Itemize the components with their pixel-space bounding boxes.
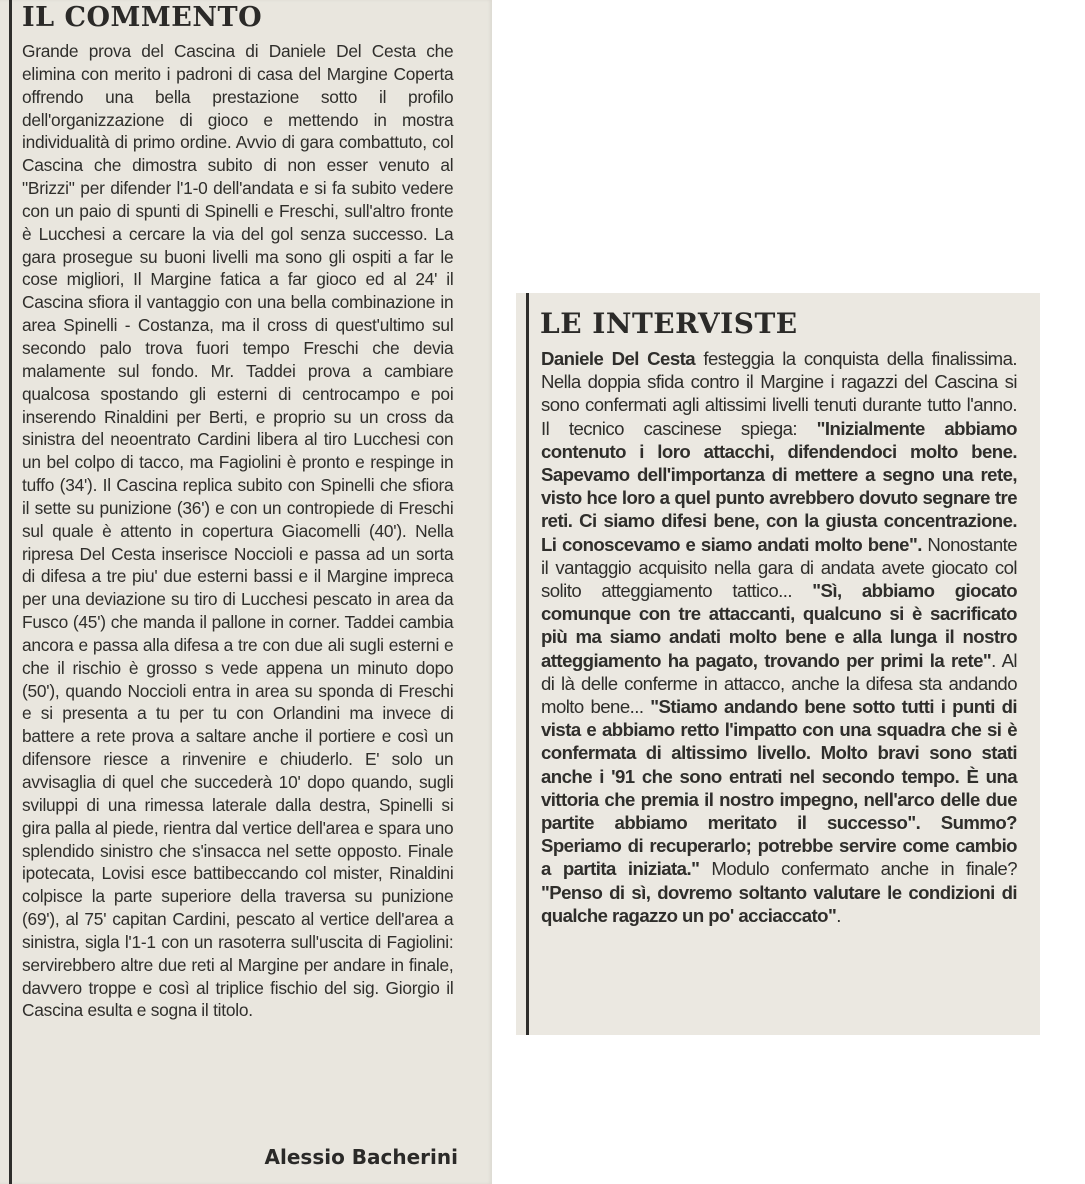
byline-author: Alessio Bacherini [264, 1145, 458, 1169]
text-segment: . [836, 904, 841, 926]
text-segment: Nonostante il vantaggio acquisito nella gara di andata avete giocato col solito atteggiamento tattico... [541, 533, 1018, 602]
column-rule [526, 293, 529, 1035]
clipping-il-commento [0, 0, 492, 1184]
text-segment: Daniele Del Cesta [541, 348, 696, 369]
article-body-commento: Grande prova del Cascina di Daniele Del Cesta che elimina con merito i padroni di casa del Margine Coperta offrendo una bella prestazione sotto il profilo dell'organizzazione di gioco e mettendo in mostra individualità di primo ordine. Avvio di gara combattuto, col Cascina che dimostra subito di non esser venuto al "Brizzi" per difender l'1-0 dell'andata e si fa subito vedere con un paio di spunti di Spinelli e Freschi, sull'altro fronte è Lucchesi a cercare la via del gol senza successo. La gara prosegue su buoni livelli ma sono gli ospiti a far le cose migliori, Il Margine fatica a far gioco ed al 24' il Cascina sfiora il vantaggio con una bella combinazione in area Spinelli - Costanza, ma il cross di quest'ultimo sul secondo palo trova fuori tempo Freschi che devia malamente sul fondo. Mr. Taddei prova a cambiare qualcosa spostando gli esterni di centrocampo e poi inserendo Rinaldini per Berti, e proprio su un cross da sinistra del neoentrato Cardini libera al tiro Lucchesi con un bel colpo di tacco, ma Fagiolini è pronto e respinge in tuffo (34'). Il Cascina replica subito con Spinelli che sfiora il sette su punizione (36') e con un contropiede di Freschi sul quale è attento in copertura Giacomelli (40'). Nella ripresa Del Cesta inserisce Noccioli e passa ad un sorta di difesa a tre piu' due esterni bassi e il Margine impreca per una deviazione su tiro di Lucchesi pescato in area da Fusco (45') che manda il pallone in corner. Taddei cambia ancora e passa alla difesa a tre con due ali sugli esterni e che il rischio è grosso s vede appena un minuto dopo (50'), quando Noccioli entra in area su sponda di Freschi e si presenta a tu per tu con Orlandini ma invece di battere a rete prova a saltare anche il portiere e così un difensore riesce a rinvenire e chiuderlo. E' solo un avvisaglia di quel che succederà 10' dopo quando, sugli sviluppi di una rimessa laterale dalla destra, Spinelli si gira palla al piede, rientra dal vertice dell'area e spara uno splendido sinistro che s'insacca nel sette opposto. Finale ipotecata, Lovisi esce battibeccando col mister, Rinaldini colpisce la parte superiore della traversa su punizione (69'), al 75' capitan Cardini, pescato al vertice dell'area a sinistra, sigla l'1-1 con un rasoterra sull'uscita di Fagiolini: servirebbero altre due reti al Margine per andare in finale, davvero troppe e così al triplice fischio del sig. Giorgio il Cascina esulta e sogna il titolo. [22, 41, 454, 1021]
text-segment: Modulo confermato anche in finale? [699, 858, 1017, 880]
quote-segment: "Sì, abbiamo giocato comunque con tre attaccanti, qualcuno si è sacrificato più ma siamo andati molto bene e alla lunga il nostro atteggiamento ha pagato, trovando per primi la rete" [541, 580, 1017, 671]
quote-segment: "Inizialmente abbiamo contenuto i loro attacchi, difendendoci molto bene. Sapevamo dell'importanza di mettere a segno una rete, visto hce loro a quel punto avrebbero dovuto segnare tre reti. Ci siamo difesi bene, con la giusta concentrazione. Li conoscevamo e siamo andati molto bene". [541, 417, 1017, 555]
text-segment: festeggia la conquista della finalissima. Nella doppia sfida contro il Margine i ragazzi del Cascina si sono confermati agli altissimi livelli tenuti durante tutto l'anno. Il tecnico cascinese spiega: [541, 348, 1018, 439]
text-segment: . Al di là delle conferme in attacco, anche la difesa sta andando molto bene... [541, 649, 1018, 718]
article-body-interviste [541, 347, 1017, 927]
column-rule [9, 0, 12, 1184]
clipping-le-interviste [516, 293, 1040, 1035]
quote-segment: "Stiamo andando bene sotto tutti i punti di vista e abbiamo retto l'impatto con una squadra che si è confermata di altissimo livello. Molto bravi sono stati anche i '91 che sono entrati nel secondo tempo. È una vittoria che premia il nostro impegno, nell'arco delle due partite abbiamo meritato il successo". Summo? Speriamo di recuperarlo; potrebbe servire come cambio a partita iniziata." [541, 696, 1017, 880]
headline-le-interviste: LE INTERVISTE [540, 307, 798, 340]
quote-segment: "Penso di sì, dovremo soltanto valutare le condizioni di qualche ragazzo un po' acciaccato" [541, 881, 1017, 926]
headline-il-commento: IL COMMENTO [22, 2, 263, 33]
